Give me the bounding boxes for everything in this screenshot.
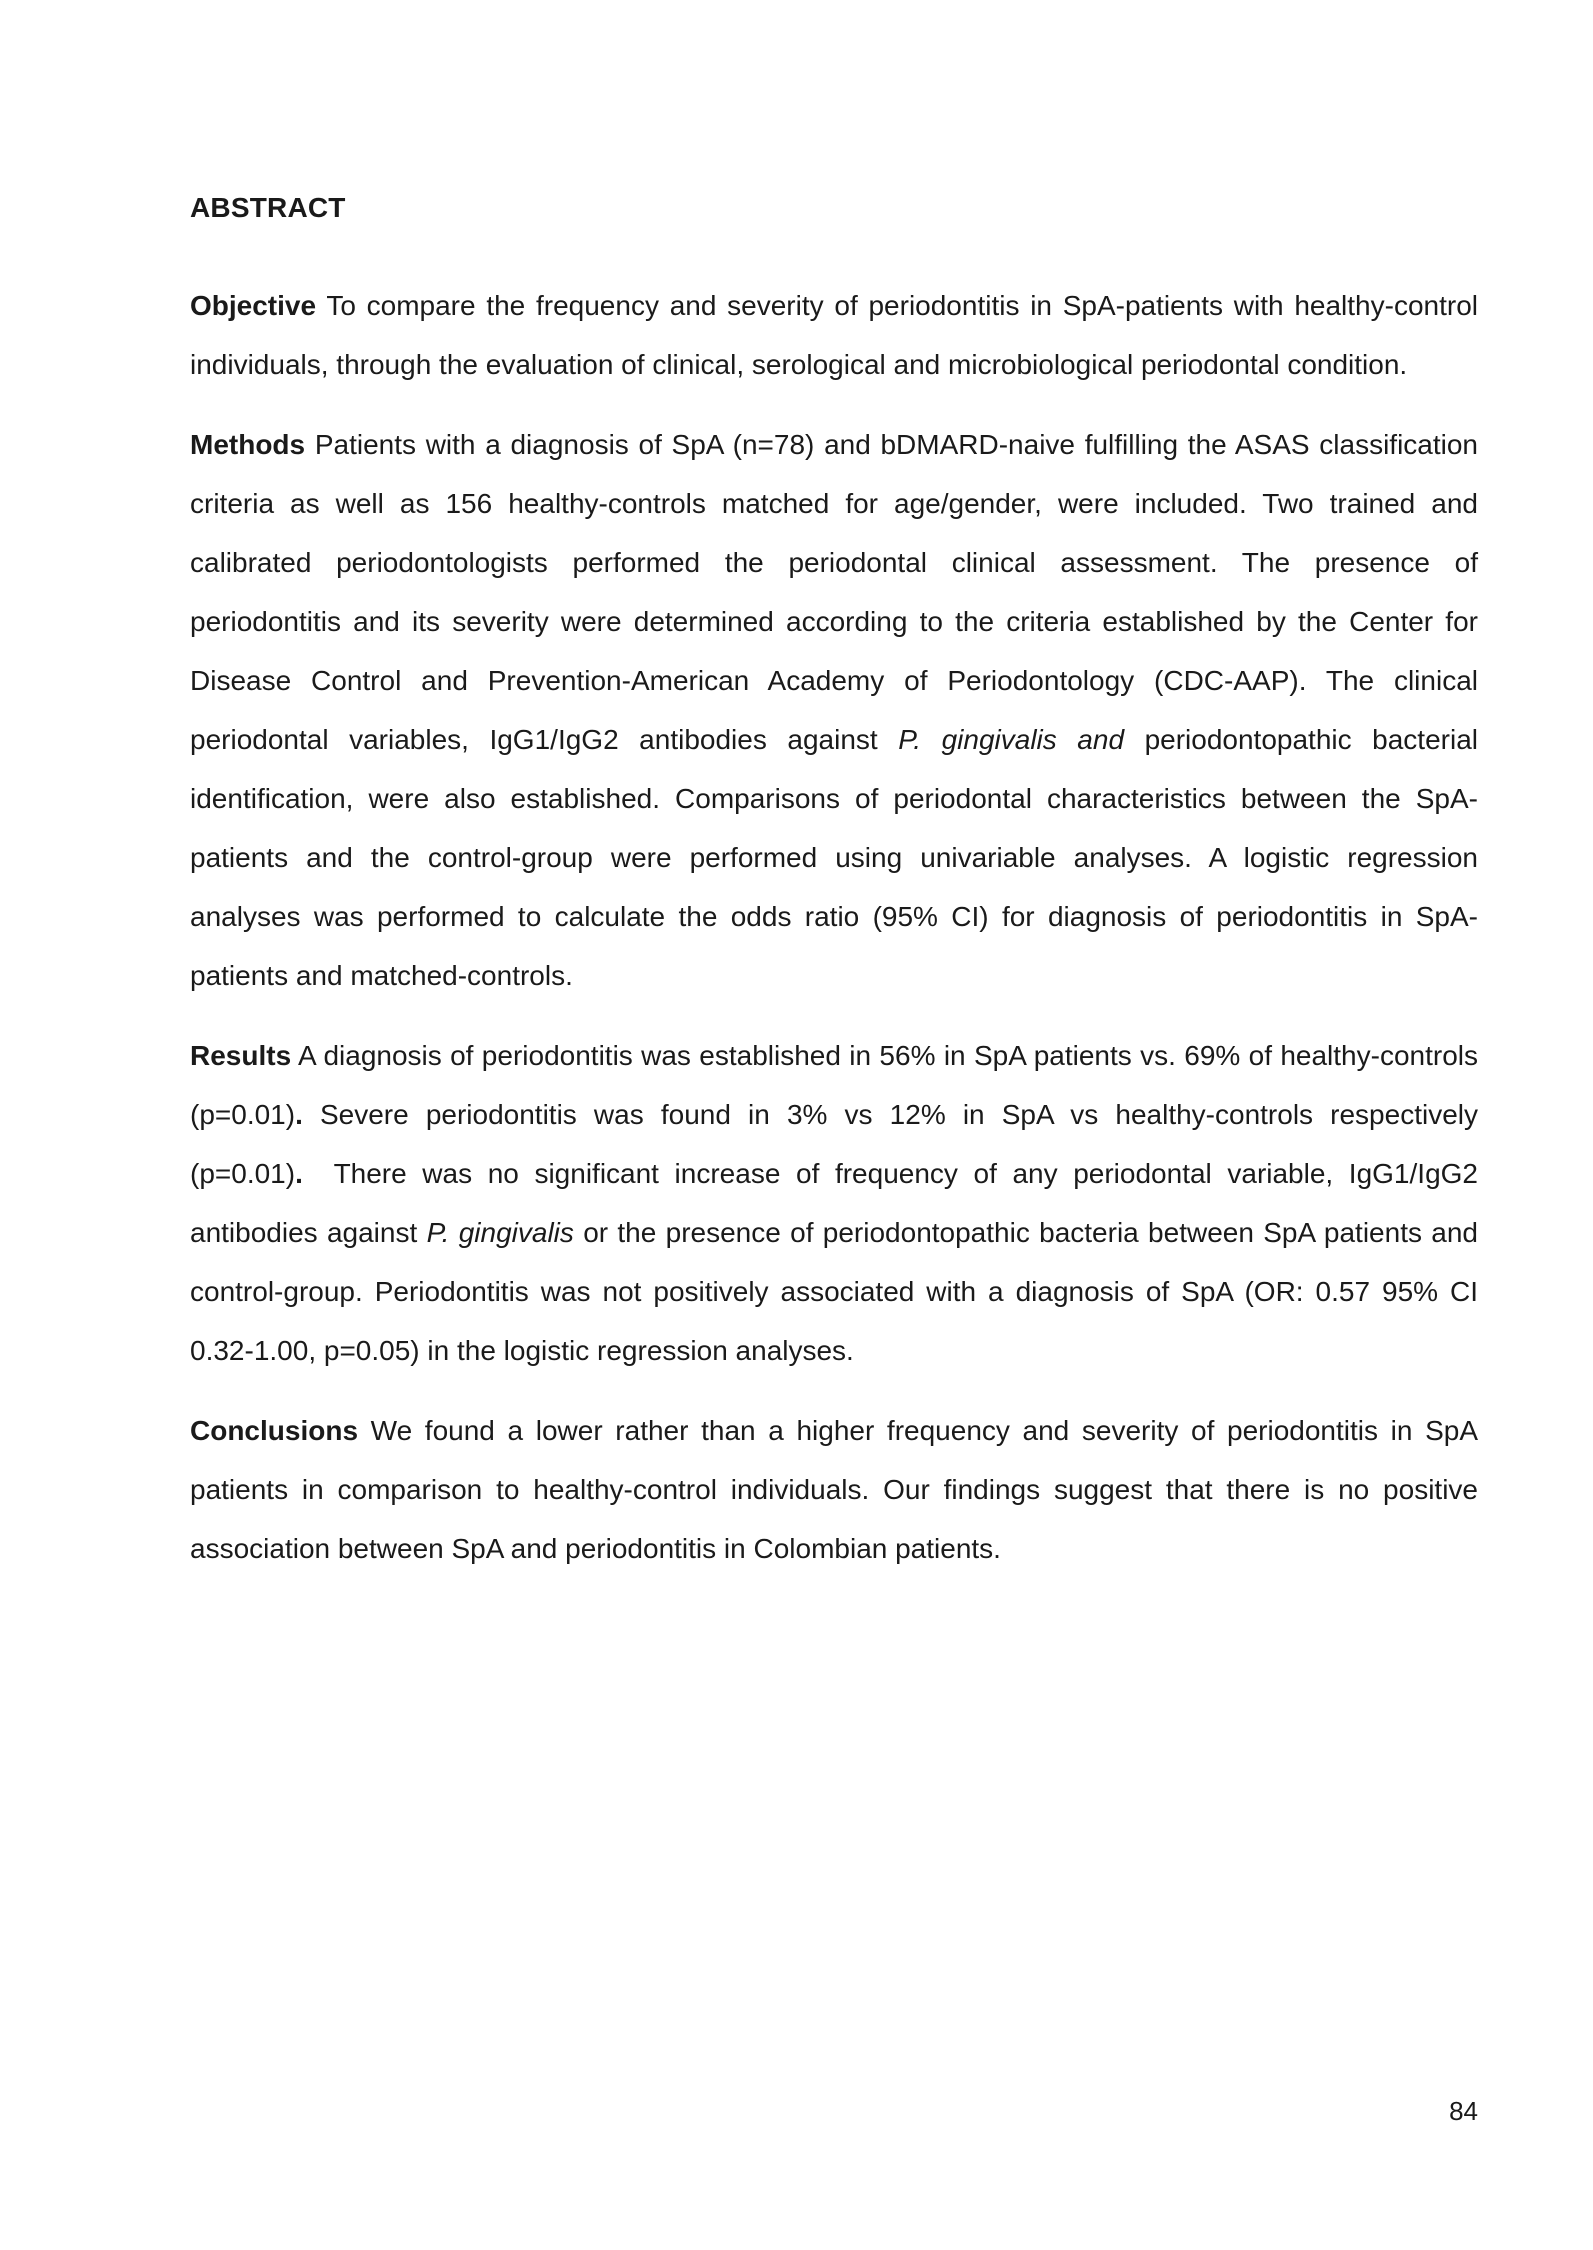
- objective-label: Objective: [190, 290, 317, 321]
- methods-label: Methods: [190, 429, 306, 460]
- objective-section: [190, 276, 1478, 394]
- results-dot-2: .: [295, 1158, 303, 1189]
- results-text-4: or the presence of periodontopathic bacteria between SpA patients and control-group. Periodontitis was not positively associated with a diagnosis of SpA (OR: 0.57 95% CI 0.32-1.00, p=0.05) in the logistic regression analyses.: [190, 1217, 1478, 1366]
- results-section: [190, 1026, 1478, 1380]
- page-number: 84: [1449, 2096, 1478, 2126]
- conclusions-section: [190, 1401, 1478, 1578]
- results-text-2: Severe periodontitis was found in 3% vs 12% in SpA vs healthy-controls respectively (p=0.01): [190, 1099, 1478, 1189]
- results-label: Results: [190, 1040, 292, 1071]
- results-dot-1: .: [295, 1099, 303, 1130]
- abstract-page: [190, 184, 1478, 1599]
- results-italic-1: P. gingivalis: [426, 1217, 574, 1248]
- results-text-3: There was no significant increase of frequency of any periodontal variable, IgG1/IgG2 antibodies against: [190, 1158, 1478, 1248]
- abstract-heading: ABSTRACT: [190, 192, 346, 223]
- conclusions-label: Conclusions: [190, 1415, 359, 1446]
- methods-section: [190, 415, 1478, 1005]
- methods-italic-1: P. gingivalis and: [898, 724, 1125, 755]
- objective-text: To compare the frequency and severity of periodontitis in SpA-patients with healthy-control individuals, through the evaluation of clinical, serological and microbiological periodontal condition.: [190, 290, 1478, 380]
- results-text-1: A diagnosis of periodontitis was established in 56% in SpA patients vs. 69% of healthy-controls (p=0.01): [190, 1040, 1478, 1130]
- conclusions-text: We found a lower rather than a higher frequency and severity of periodontitis in SpA patients in comparison to healthy-control individuals. Our findings suggest that there is no positive association between SpA and periodontitis in Colombian patients.: [190, 1415, 1479, 1564]
- methods-text-1: Patients with a diagnosis of SpA (n=78) and bDMARD-naive fulfilling the ASAS classification criteria as well as 156 healthy-controls matched for age/gender, were included. Two trained and calibrated periodontologists performed the periodontal clinical assessment. The presence of periodontitis and its severity were determined according to the criteria established by the Center for Disease Control and Prevention-American Academy of Periodontology (CDC-AAP). The clinical periodontal variables, IgG1/IgG2 antibodies against: [190, 429, 1479, 755]
- methods-text-2: periodontopathic bacterial identification, were also established. Comparisons of periodontal characteristics between the SpA-patients and the control-group were performed using univariable analyses. A logistic regression analyses was performed to calculate the odds ratio (95% CI) for diagnosis of periodontitis in SpA-patients and matched-controls.: [190, 724, 1478, 991]
